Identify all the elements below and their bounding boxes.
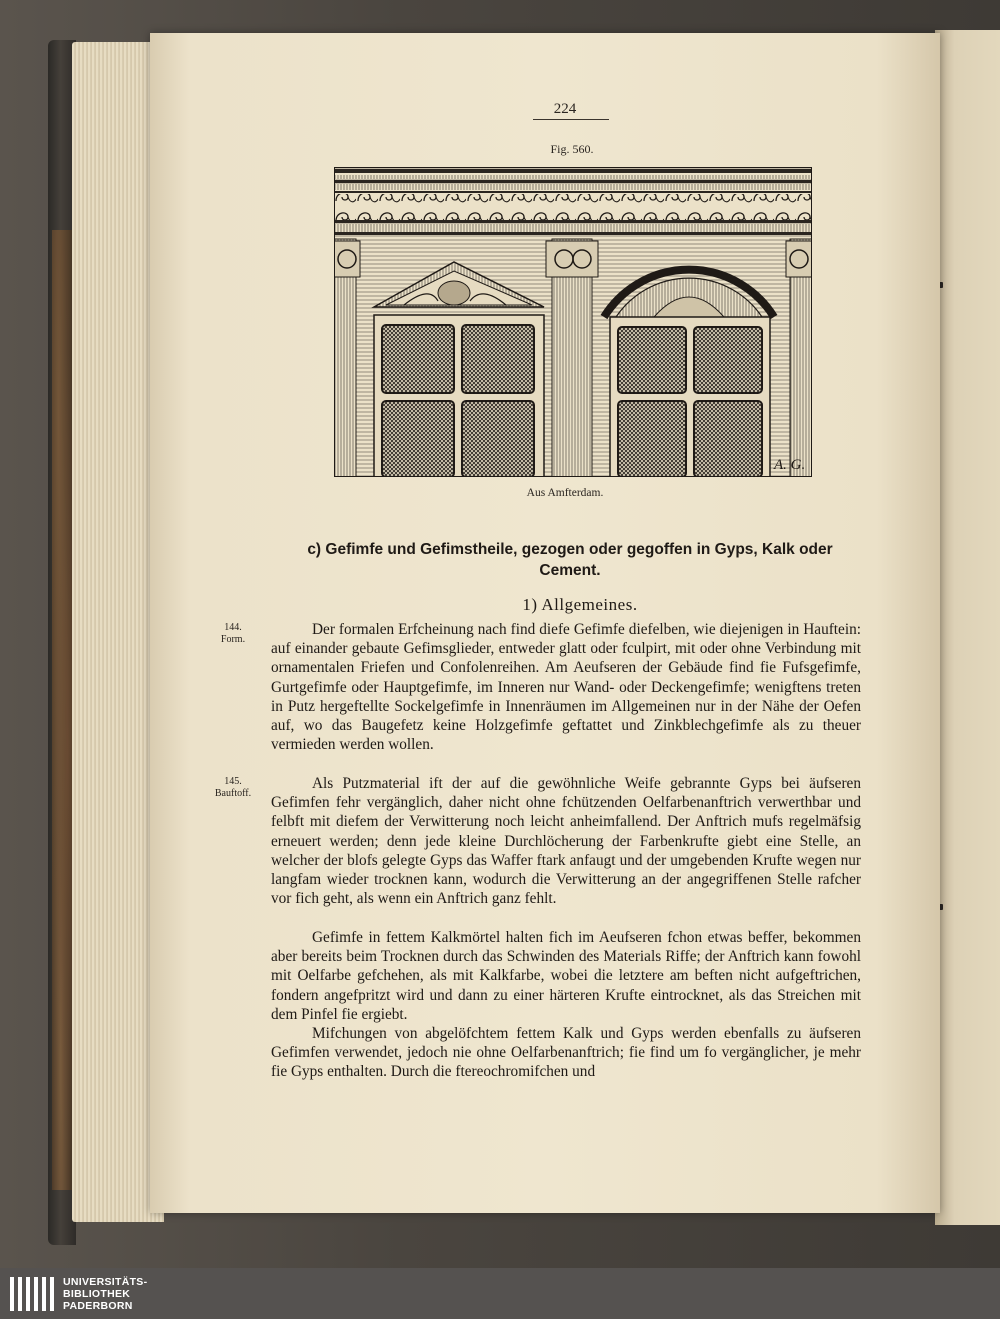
page-number-rule [533, 119, 609, 120]
section-heading [290, 539, 850, 581]
library-footer-bar [0, 1268, 1000, 1319]
figure-label: Fig. 560. [550, 142, 594, 156]
section-heading-line: c) Gefimfe und Gefimstheile, gezogen oder gegoffen in Gyps, Kalk oder [307, 541, 833, 558]
body-paragraph: Gefimfe in fettem Kalkmörtel halten fich im Aeufseren fchon etwas beffer, bekommen aber bereits beim Trocknen durch das Schwinden des Materials Riffe; der Anftrich kann fowohl mit Oelfarbe gefchehen, als mit Kalkfarbe, wobei die letztere am beften nicht aufgeftrichen, fondern angefpritzt wird und dann zu einer härteren Krufte eintrocknet, als das Streichen mit dem Pinfel fie ergiebt. [271, 929, 861, 1023]
facade-illustration [334, 167, 812, 477]
page-number: 224 [553, 101, 577, 117]
margin-note [198, 622, 268, 646]
library-logo-icon [8, 1275, 56, 1313]
margin-note-label: Form. [220, 634, 246, 645]
library-name [63, 1276, 147, 1312]
margin-note-number: 145. [224, 776, 242, 787]
facing-page-edge [935, 30, 1000, 1225]
library-name-line: UNIVERSITÄTS- [63, 1276, 148, 1288]
library-name-line: PADERBORN [63, 1300, 133, 1312]
margin-note-number: 144. [224, 622, 242, 633]
body-paragraph: Mifchungen von abgelöfchtem fettem Kalk und Gyps werden ebenfalls zu äufseren Gefimfen verwendet, jedoch nie ohne Oelfarbenanftrich; fie find um fo vergänglicher, je mehr fie Gyps enthalten. Durch die ftereochromifchen und [271, 1025, 861, 1081]
body-paragraph: Der formalen Erfcheinung nach find diefe Gefimfe diefelben, wie diejenigen in Hauftein: auf einander gebaute Gefimsglieder, entweder glatt oder fculpirt, mit oder ohne Verbindung mit ornamentalen Friefen und Confolenreihen. Am Aeufseren der Gebäude find fie Fufsgefimfe, Gurtgefimfe oder Hauptgefimfe, im Inneren nur Wand- oder Deckengefimfe; wenigftens treten in Putz hergeftellte Sockelgefimfe in Innenräumen im Allgemeinen nur in der Nähe der Oefen auf, wo das Baugefetz keine Holzgefimfe geftattet und Zinkblechgefimfe als zu theuer vermieden werden wollen. [271, 621, 861, 754]
figure-signature: A. G. [774, 457, 806, 473]
section-heading-line: Cement. [539, 562, 601, 579]
library-name-line: BIBLIOTHEK [63, 1288, 131, 1300]
margin-note-label: Bauftoff. [214, 788, 252, 799]
figure-caption: Aus Amfterdam. [526, 487, 604, 499]
marbled-cover-edge [52, 230, 74, 1190]
body-paragraph: Als Putzmaterial ift der auf die gewöhnliche Weife gebrannte Gyps bei äufseren Gefimfen fehr vergänglich, daher nicht ohne fchützenden Oelfarbenanftrich verwerthbar und felbft mit diefem der Verwitterung noch leicht anheimfallend. Der Anftrich mufs regelmäfsig erneuert werden; denn jede kleine Durchlöcherung der Farbenkrufte giebt eine Stelle, an welcher der blofs gelegte Gyps das Waffer ftark anfaugt und der umgebenden Krufte wegen nur langfam wieder trocknen kann, wodurch die Verwitterung an der angegriffenen Stelle rafcher vor fich geht, als wenn ein Anftrich ganz fehlt. [271, 775, 861, 908]
subsection-heading: 1) Allgemeines. [522, 595, 638, 614]
margin-note [198, 776, 268, 800]
